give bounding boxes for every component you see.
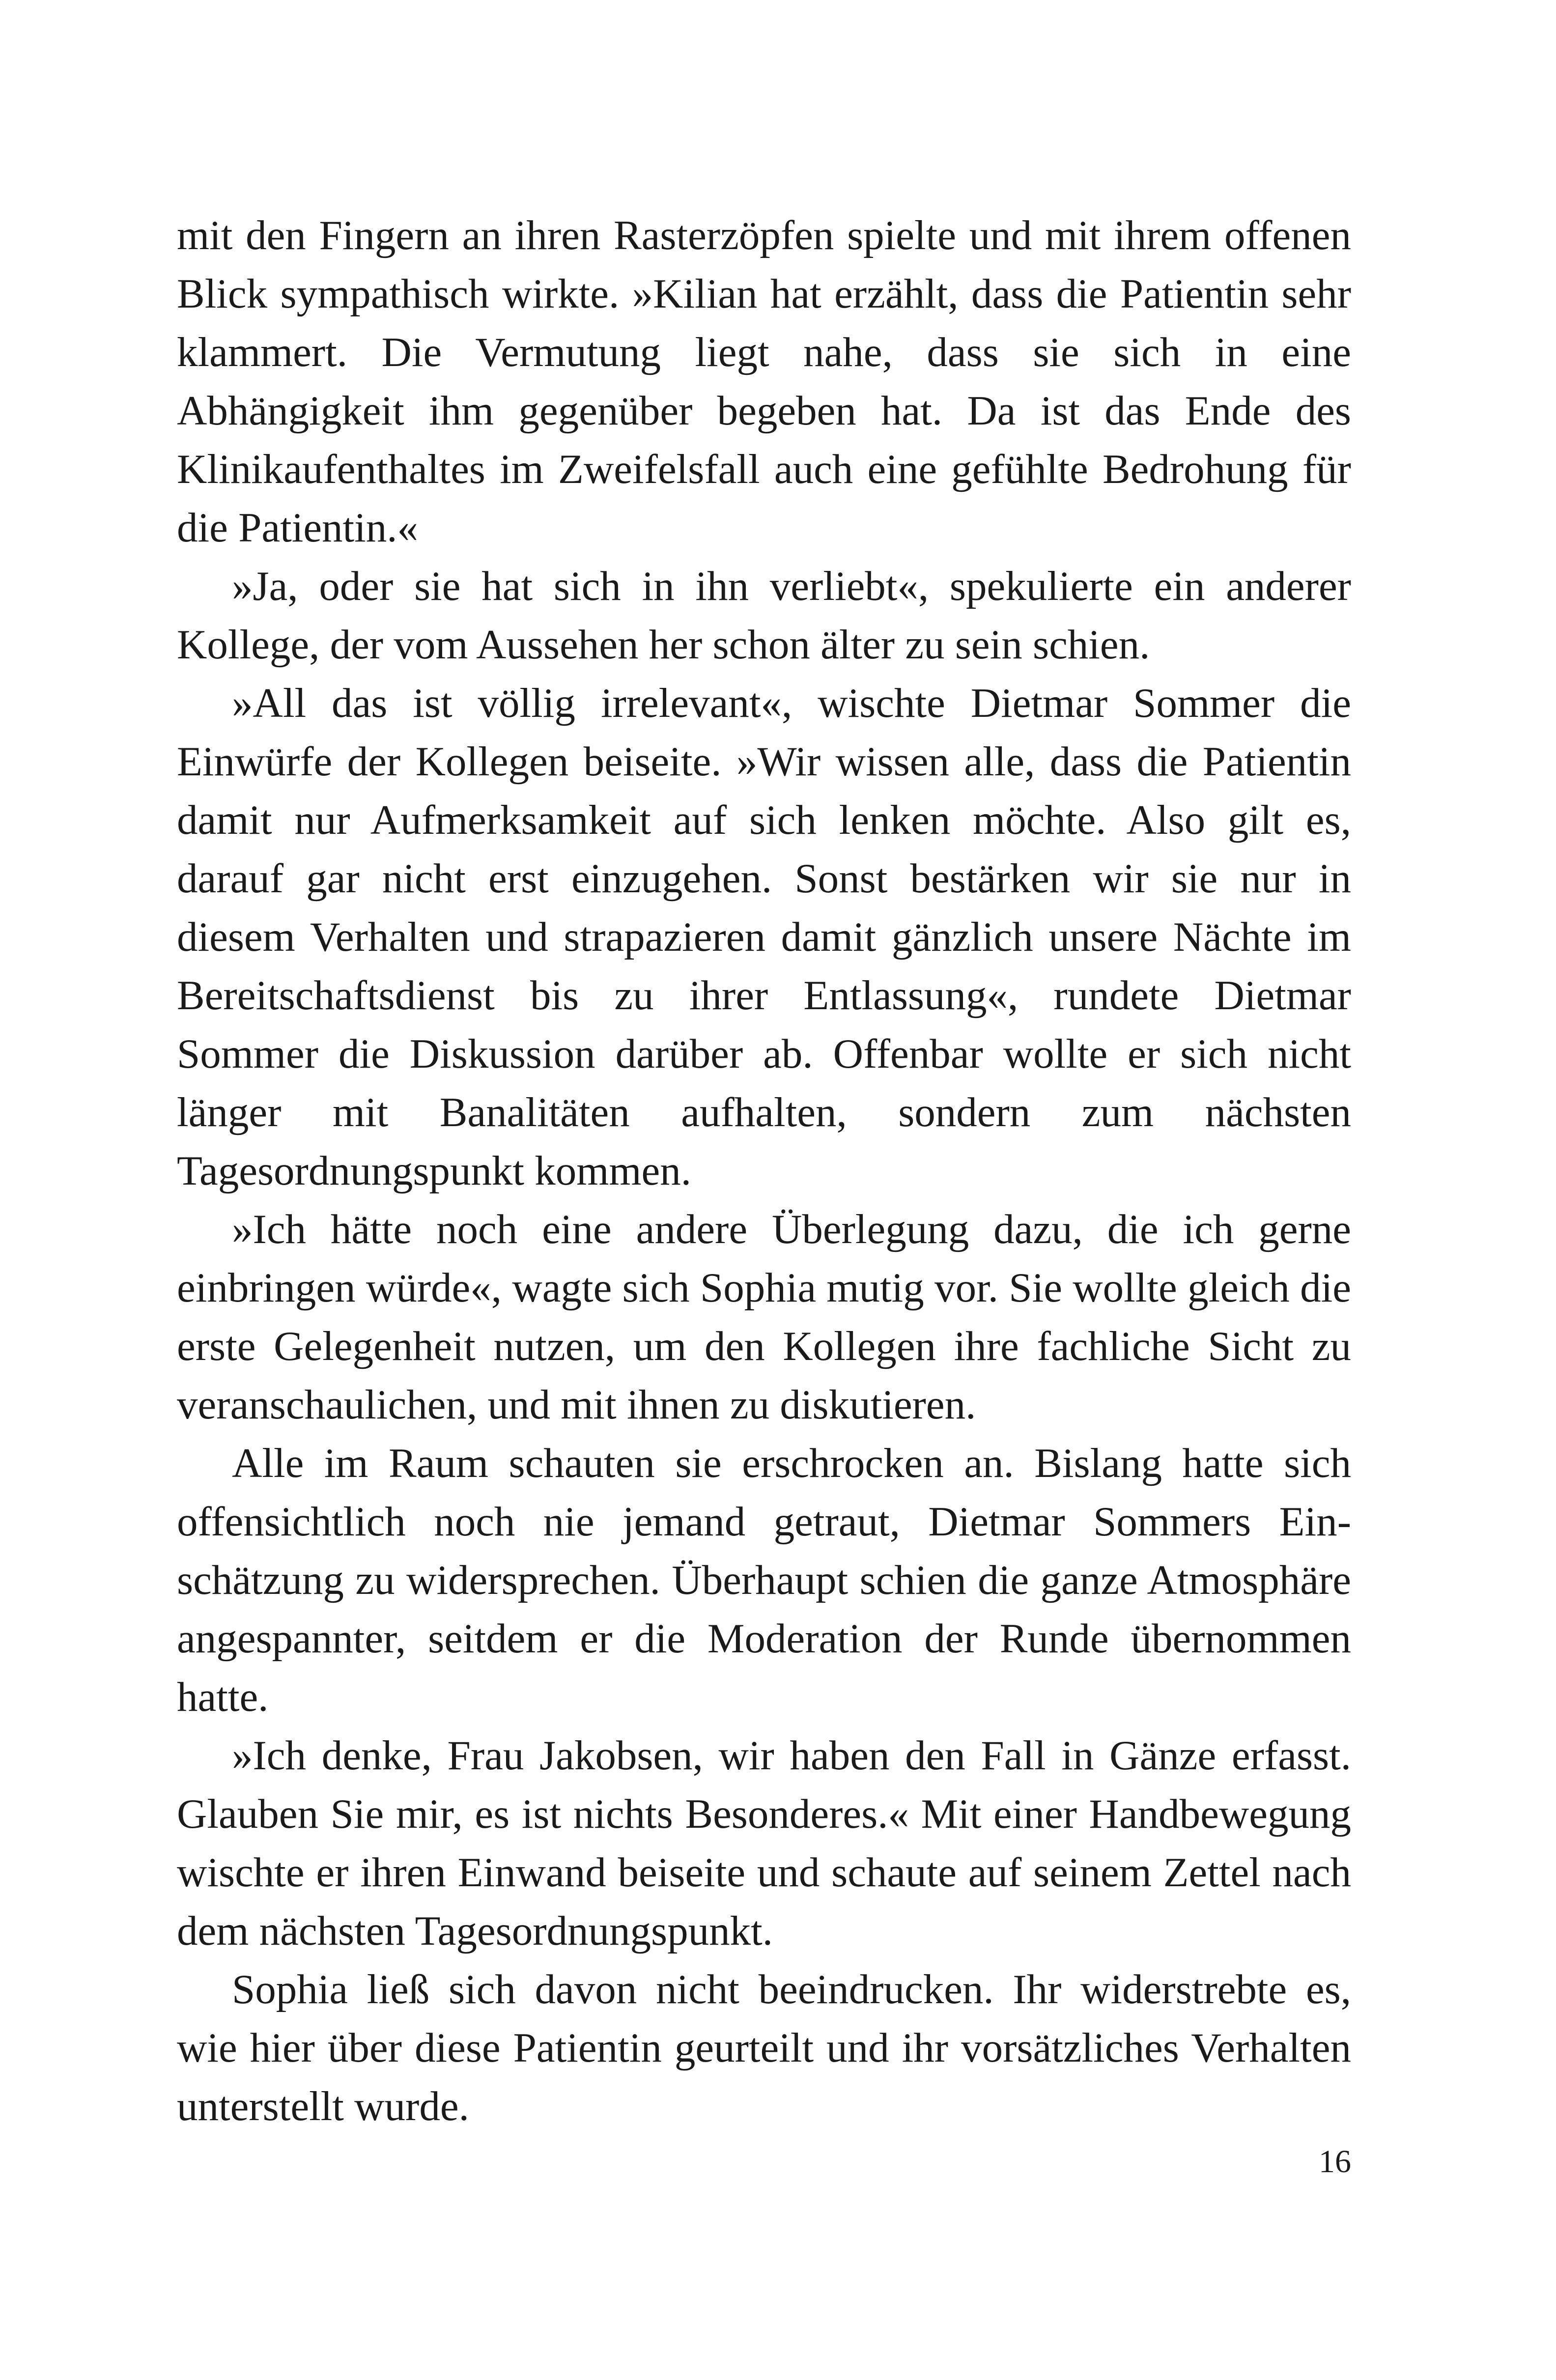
paragraph-6: »Ich denke, Frau Jakobsen, wir haben den Fall in Gänze erfasst. Glauben Sie mir, es ist nichts Besonderes.« Mit einer Handbewegung wischte er ihren Einwand beiseite und schaute auf seinem Zettel nach dem nächsten Tagesordnungspunkt.	[177, 1732, 1351, 1954]
paragraph-5: Alle im Raum schauten sie erschrocken an. Bislang hatte sich offensichtlich noch nie jemand getraut, Dietmar Sommers Einschätzung zu widersprechen. Überhaupt schien die ganze Atmosphäre angespannter, seitdem er die Moderation der Runde übernommen hatte.	[177, 1440, 1351, 1720]
paragraph-4: »Ich hätte noch eine andere Überlegung dazu, die ich gerne einbringen würde«, wagte sich Sophia mutig vor. Sie wollte gleich die erste Gelegenheit nutzen, um den Kollegen ihre fachliche Sicht zu veranschaulichen, und mit ihnen zu diskutieren.	[177, 1206, 1351, 1428]
paragraph-1: mit den Fingern an ihren Rasterzöpfen spielte und mit ihrem offenen Blick sympathisch wirkte. »Kilian hat erzählt, dass die Patientin sehr klammert. Die Vermutung liegt nahe, dass sie sich in eine Abhängigkeit ihm gegenüber begeben hat. Da ist das Ende des Klinikaufenthaltes im Zweifelsfall auch eine gefühlte Bedrohung für die Patientin.«	[177, 212, 1351, 551]
page-number: 16	[1319, 2144, 1351, 2180]
paragraph-3: »All das ist völlig irrelevant«, wischte Dietmar Sommer die Einwürfe der Kollegen beiseite. »Wir wissen alle, dass die Patientin damit nur Aufmerksamkeit auf sich lenken möchte. Also gilt es, darauf gar nicht erst einzugehen. Sonst bestärken wir sie nur in diesem Verhalten und strapazieren damit gänzlich unsere Nächte im Bereitschaftsdienst bis zu ihrer Entlassung«, rundete Dietmar Sommer die Diskussion darüber ab. Offenbar wollte er sich nicht länger mit Banalitäten aufhalten, sondern zum nächsten Tagesordnungspunkt kommen.	[177, 680, 1351, 1194]
paragraph-2: »Ja, oder sie hat sich in ihn verliebt«, spekulierte ein anderer Kollege, der vom Aussehen her schon älter zu sein schien.	[177, 563, 1351, 668]
paragraph-7: Sophia ließ sich davon nicht beeindrucken. Ihr widerstrebte es, wie hier über diese Patientin geurteilt und ihr vorsätzliches Verhalten unterstellt wurde.	[177, 1966, 1351, 2129]
page-body	[177, 206, 1351, 2136]
